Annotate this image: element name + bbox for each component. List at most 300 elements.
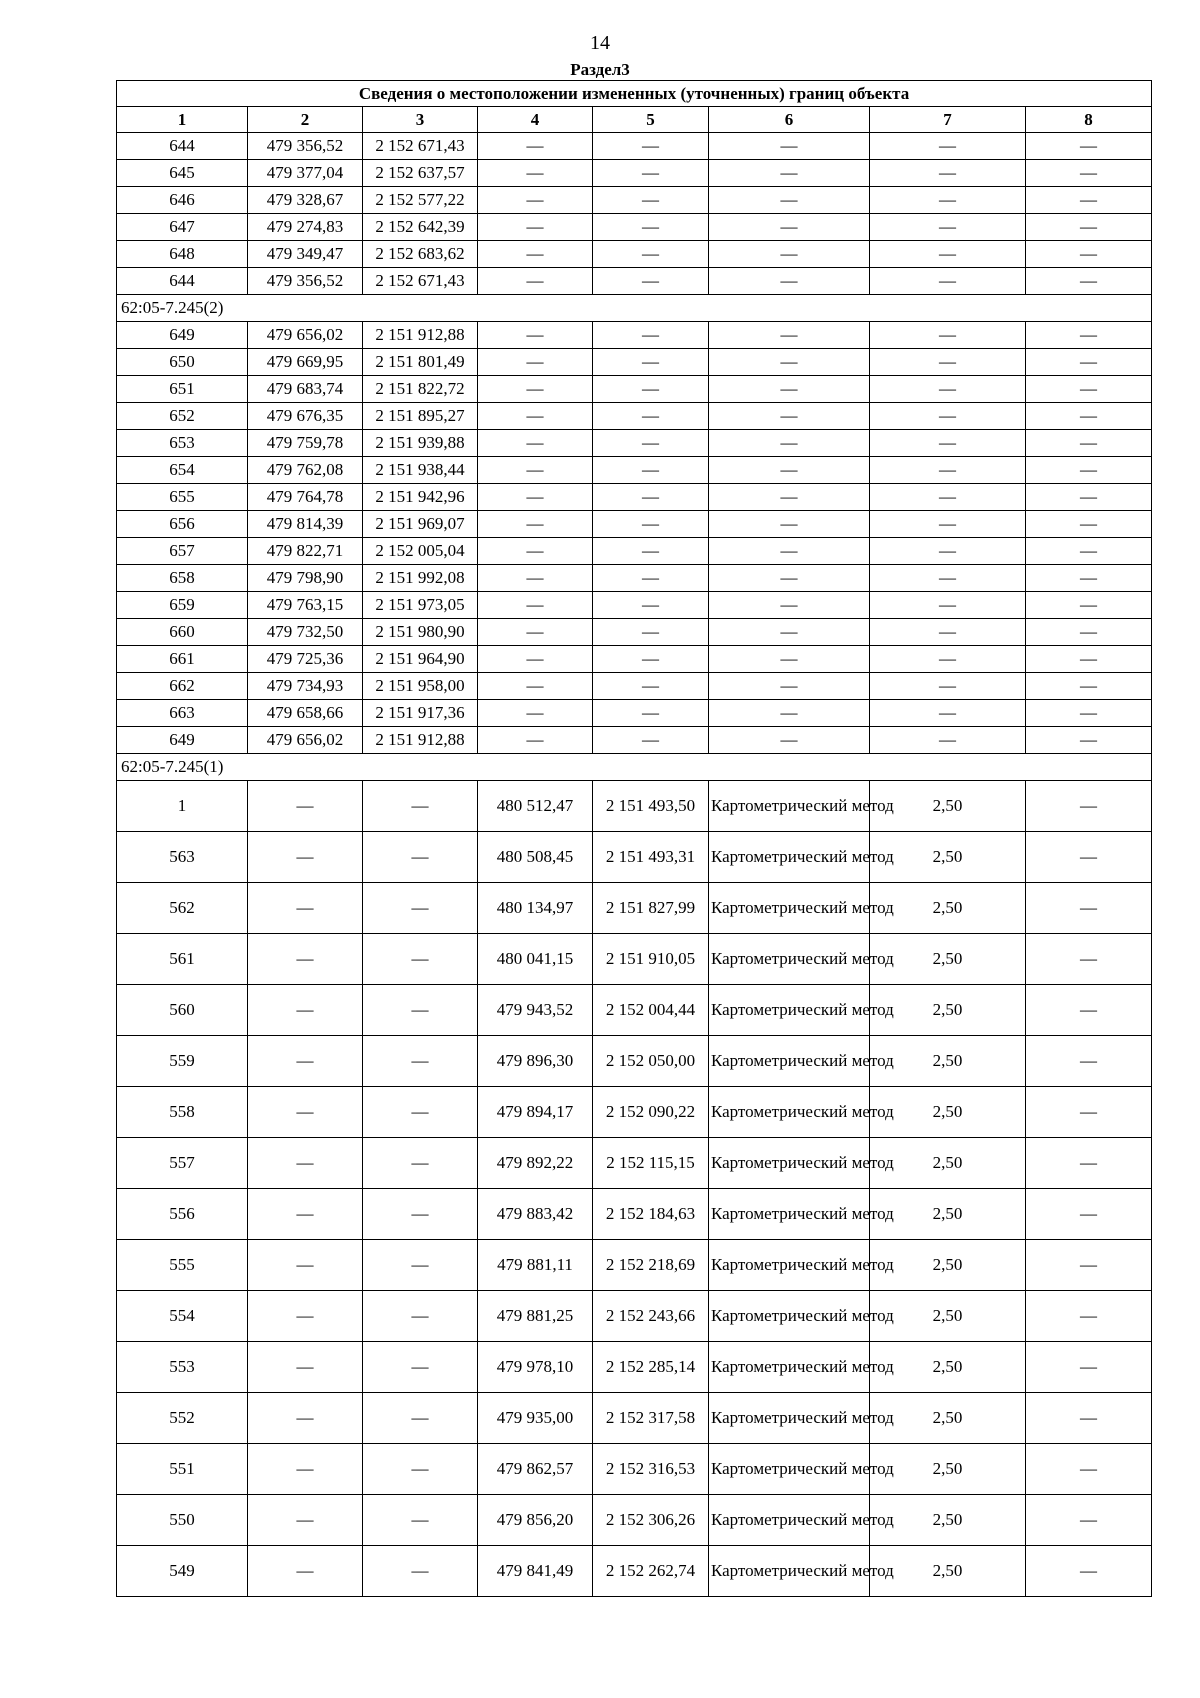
table-cell: 479 356,52	[248, 133, 363, 160]
table-cell: —	[1026, 700, 1152, 727]
table-cell: —	[1026, 883, 1152, 934]
table-cell: —	[248, 1444, 363, 1495]
table-cell: —	[363, 1138, 478, 1189]
table-cell: —	[1026, 214, 1152, 241]
table-cell: —	[870, 349, 1026, 376]
table-cell: 2,50	[870, 832, 1026, 883]
table-cell: 2 151 969,07	[363, 511, 478, 538]
table-cell: —	[478, 214, 593, 241]
table-cell: 479 656,02	[248, 322, 363, 349]
table-cell: —	[709, 241, 870, 268]
table-cell: Картометрический метод	[709, 1495, 870, 1546]
table-cell: —	[1026, 349, 1152, 376]
table-cell: —	[709, 160, 870, 187]
table-cell: —	[593, 565, 709, 592]
table-cell: 653	[117, 430, 248, 457]
table-cell: —	[248, 1546, 363, 1597]
table-cell: 2,50	[870, 1546, 1026, 1597]
table-cell: —	[709, 727, 870, 754]
table-cell: —	[1026, 1189, 1152, 1240]
table-cell: —	[1026, 1546, 1152, 1597]
group-label-row	[117, 295, 1152, 322]
table-cell: —	[870, 160, 1026, 187]
table-cell: Картометрический метод	[709, 1138, 870, 1189]
table-cell: —	[478, 160, 593, 187]
table-cell: Картометрический метод	[709, 781, 870, 832]
table-cell: 646	[117, 187, 248, 214]
table-cell: —	[248, 1342, 363, 1393]
table-cell: 479 892,22	[478, 1138, 593, 1189]
table-cell: —	[248, 1036, 363, 1087]
table-cell: —	[478, 700, 593, 727]
table-cell: —	[593, 376, 709, 403]
column-header-row	[117, 107, 1152, 133]
table-cell: —	[1026, 646, 1152, 673]
table-cell: 650	[117, 349, 248, 376]
table-cell: —	[593, 673, 709, 700]
table-cell: 2 152 577,22	[363, 187, 478, 214]
table-cell: —	[709, 133, 870, 160]
table-cell: Картометрический метод	[709, 1444, 870, 1495]
table-cell: —	[709, 592, 870, 619]
table-cell: —	[870, 430, 1026, 457]
table-cell: 654	[117, 457, 248, 484]
table-cell: 662	[117, 673, 248, 700]
table-row	[117, 832, 1152, 883]
table-cell: —	[593, 268, 709, 295]
table-cell: —	[478, 349, 593, 376]
table-row	[117, 1342, 1152, 1393]
table-cell: —	[1026, 133, 1152, 160]
table-cell: 479 841,49	[478, 1546, 593, 1597]
table-cell: 2 151 973,05	[363, 592, 478, 619]
column-header: 4	[478, 107, 593, 133]
table-row	[117, 430, 1152, 457]
table-cell: 479 814,39	[248, 511, 363, 538]
table-cell: 2,50	[870, 1444, 1026, 1495]
table-cell: 479 856,20	[478, 1495, 593, 1546]
table-cell: Картометрический метод	[709, 1087, 870, 1138]
table-cell: 2,50	[870, 1393, 1026, 1444]
table-cell: 2 151 938,44	[363, 457, 478, 484]
table-cell: —	[1026, 832, 1152, 883]
table-cell: 2 152 671,43	[363, 133, 478, 160]
table-cell: 2,50	[870, 1138, 1026, 1189]
table-row	[117, 160, 1152, 187]
table-cell: —	[363, 1393, 478, 1444]
table-cell: 2 152 243,66	[593, 1291, 709, 1342]
table-row	[117, 133, 1152, 160]
table-cell: 479 883,42	[478, 1189, 593, 1240]
table-cell: —	[478, 268, 593, 295]
table-cell: —	[363, 1342, 478, 1393]
table-cell: 479 725,36	[248, 646, 363, 673]
table-cell: —	[709, 322, 870, 349]
table-cell: 648	[117, 241, 248, 268]
table-cell: 2 151 910,05	[593, 934, 709, 985]
table-row	[117, 1036, 1152, 1087]
table-cell: —	[709, 646, 870, 673]
table-cell: 557	[117, 1138, 248, 1189]
table-cell: 2 151 822,72	[363, 376, 478, 403]
table-cell: —	[870, 511, 1026, 538]
table-cell: —	[1026, 1240, 1152, 1291]
table-cell: 657	[117, 538, 248, 565]
table-cell: —	[593, 700, 709, 727]
table-cell: —	[593, 457, 709, 484]
table-cell: 649	[117, 322, 248, 349]
table-cell: 2 152 642,39	[363, 214, 478, 241]
table-cell: —	[870, 322, 1026, 349]
table-cell: —	[248, 883, 363, 934]
table-cell: —	[593, 214, 709, 241]
table-cell: —	[363, 781, 478, 832]
table-cell: —	[870, 700, 1026, 727]
table-cell: —	[593, 322, 709, 349]
table-cell: —	[248, 1087, 363, 1138]
table-title-row	[117, 81, 1152, 107]
table-cell: 2,50	[870, 934, 1026, 985]
table-row	[117, 1087, 1152, 1138]
table-cell: —	[1026, 403, 1152, 430]
table-cell: —	[478, 727, 593, 754]
table-cell: —	[363, 934, 478, 985]
table-cell: —	[593, 133, 709, 160]
table-cell: —	[363, 883, 478, 934]
table-cell: —	[870, 187, 1026, 214]
table-row	[117, 883, 1152, 934]
table-cell: 661	[117, 646, 248, 673]
table-cell: 479 274,83	[248, 214, 363, 241]
table-cell: 479 978,10	[478, 1342, 593, 1393]
table-cell: —	[478, 187, 593, 214]
table-row	[117, 1291, 1152, 1342]
table-cell: —	[1026, 985, 1152, 1036]
table-row	[117, 592, 1152, 619]
table-row	[117, 1495, 1152, 1546]
table-cell: 479 763,15	[248, 592, 363, 619]
table-row	[117, 727, 1152, 754]
table-cell: 2,50	[870, 1291, 1026, 1342]
table-cell: —	[709, 457, 870, 484]
table-cell: 644	[117, 268, 248, 295]
table-row	[117, 1138, 1152, 1189]
table-cell: 659	[117, 592, 248, 619]
table-cell: 479 356,52	[248, 268, 363, 295]
table-cell: —	[709, 187, 870, 214]
table-cell: Картометрический метод	[709, 883, 870, 934]
table-cell: 2,50	[870, 1495, 1026, 1546]
table-cell: 479 822,71	[248, 538, 363, 565]
table-cell: Картометрический метод	[709, 1393, 870, 1444]
table-cell: —	[870, 727, 1026, 754]
table-cell: 2 152 316,53	[593, 1444, 709, 1495]
table-cell: —	[478, 133, 593, 160]
table-cell: —	[1026, 1036, 1152, 1087]
table-cell: —	[870, 538, 1026, 565]
table-cell: —	[1026, 1495, 1152, 1546]
table-row	[117, 700, 1152, 727]
table-cell: —	[1026, 484, 1152, 511]
table-row	[117, 565, 1152, 592]
table-cell: 479 732,50	[248, 619, 363, 646]
table-row	[117, 1546, 1152, 1597]
table-cell: 479 328,67	[248, 187, 363, 214]
table-cell: —	[870, 619, 1026, 646]
column-header: 1	[117, 107, 248, 133]
table-cell: —	[1026, 457, 1152, 484]
table-cell: 479 943,52	[478, 985, 593, 1036]
table-cell: 479 935,00	[478, 1393, 593, 1444]
table-cell: 2 151 493,50	[593, 781, 709, 832]
table-cell: —	[1026, 187, 1152, 214]
table-cell: —	[1026, 1138, 1152, 1189]
table-cell: 552	[117, 1393, 248, 1444]
table-cell: Картометрический метод	[709, 1189, 870, 1240]
table-cell: 2 151 939,88	[363, 430, 478, 457]
table-cell: —	[248, 781, 363, 832]
table-cell: —	[870, 592, 1026, 619]
table-cell: 2 151 827,99	[593, 883, 709, 934]
column-header: 8	[1026, 107, 1152, 133]
table-cell: —	[478, 592, 593, 619]
table-cell: 479 862,57	[478, 1444, 593, 1495]
table-cell: 479 764,78	[248, 484, 363, 511]
table-cell: —	[478, 511, 593, 538]
table-cell: 554	[117, 1291, 248, 1342]
table-cell: —	[709, 214, 870, 241]
table-cell: —	[1026, 511, 1152, 538]
table-cell: —	[593, 511, 709, 538]
table-cell: 2,50	[870, 781, 1026, 832]
table-cell: —	[709, 565, 870, 592]
table-cell: —	[1026, 376, 1152, 403]
table-cell: —	[1026, 1444, 1152, 1495]
table-cell: 2 152 262,74	[593, 1546, 709, 1597]
table-row	[117, 511, 1152, 538]
table-row	[117, 619, 1152, 646]
table-cell: —	[870, 484, 1026, 511]
table-cell: —	[363, 1495, 478, 1546]
table-cell: Картометрический метод	[709, 1342, 870, 1393]
table-cell: —	[709, 349, 870, 376]
table-cell: —	[870, 457, 1026, 484]
table-row	[117, 673, 1152, 700]
table-cell: —	[870, 646, 1026, 673]
table-row	[117, 349, 1152, 376]
table-cell: —	[709, 673, 870, 700]
table-cell: 556	[117, 1189, 248, 1240]
table-cell: 480 512,47	[478, 781, 593, 832]
table-cell: 2 152 306,26	[593, 1495, 709, 1546]
table-cell: —	[1026, 1342, 1152, 1393]
table-cell: —	[870, 241, 1026, 268]
table-title: Сведения о местоположении измененных (уточненных) границ объекта	[117, 81, 1152, 107]
table-cell: 2 151 493,31	[593, 832, 709, 883]
table-cell: —	[870, 565, 1026, 592]
table-cell: —	[870, 403, 1026, 430]
table-cell: 2 152 671,43	[363, 268, 478, 295]
table-cell: —	[593, 349, 709, 376]
table-cell: 2 152 285,14	[593, 1342, 709, 1393]
table-cell: 649	[117, 727, 248, 754]
table-cell: Картометрический метод	[709, 832, 870, 883]
table-cell: —	[1026, 565, 1152, 592]
table-cell: 479 676,35	[248, 403, 363, 430]
table-cell: 2,50	[870, 1189, 1026, 1240]
table-cell: 2,50	[870, 1036, 1026, 1087]
table-cell: —	[1026, 727, 1152, 754]
group-label: 62:05-7.245(2)	[117, 295, 1152, 322]
table-cell: —	[593, 403, 709, 430]
table-cell: —	[870, 133, 1026, 160]
table-cell: 663	[117, 700, 248, 727]
table-cell: —	[593, 160, 709, 187]
table-cell: —	[593, 187, 709, 214]
table-cell: 480 134,97	[478, 883, 593, 934]
table-cell: —	[478, 538, 593, 565]
table-cell: —	[870, 268, 1026, 295]
table-row	[117, 484, 1152, 511]
table-cell: 2 151 980,90	[363, 619, 478, 646]
table-cell: 479 894,17	[478, 1087, 593, 1138]
table-cell: —	[1026, 781, 1152, 832]
table-cell: 644	[117, 133, 248, 160]
table-cell: 2 152 683,62	[363, 241, 478, 268]
table-cell: 2 151 917,36	[363, 700, 478, 727]
table-cell: 2 152 218,69	[593, 1240, 709, 1291]
table-cell: 480 041,15	[478, 934, 593, 985]
table-row	[117, 985, 1152, 1036]
table-row	[117, 538, 1152, 565]
table-row	[117, 1240, 1152, 1291]
table-cell: Картометрический метод	[709, 1240, 870, 1291]
table-cell: —	[363, 1189, 478, 1240]
table-cell: —	[478, 376, 593, 403]
table-cell: —	[1026, 592, 1152, 619]
group-label-row	[117, 754, 1152, 781]
table-cell: 647	[117, 214, 248, 241]
table-cell: —	[709, 376, 870, 403]
table-cell: —	[1026, 934, 1152, 985]
table-cell: Картометрический метод	[709, 1291, 870, 1342]
table-cell: —	[478, 646, 593, 673]
table-cell: 479 349,47	[248, 241, 363, 268]
table-cell: 560	[117, 985, 248, 1036]
table-cell: —	[1026, 673, 1152, 700]
table-cell: —	[1026, 619, 1152, 646]
table-cell: —	[709, 511, 870, 538]
table-row	[117, 376, 1152, 403]
table-cell: —	[870, 214, 1026, 241]
table-cell: 558	[117, 1087, 248, 1138]
table-cell: —	[1026, 241, 1152, 268]
table-cell: 2 152 184,63	[593, 1189, 709, 1240]
table-cell: —	[248, 1138, 363, 1189]
table-cell: —	[478, 430, 593, 457]
table-cell: 550	[117, 1495, 248, 1546]
table-cell: Картометрический метод	[709, 985, 870, 1036]
table-cell: —	[1026, 538, 1152, 565]
table-cell: 2 152 050,00	[593, 1036, 709, 1087]
table-cell: —	[363, 1444, 478, 1495]
table-cell: 2 151 964,90	[363, 646, 478, 673]
table-cell: 2 151 912,88	[363, 727, 478, 754]
table-cell: —	[248, 1240, 363, 1291]
table-cell: —	[363, 985, 478, 1036]
table-cell: —	[478, 457, 593, 484]
table-cell: 651	[117, 376, 248, 403]
table-cell: 2,50	[870, 1240, 1026, 1291]
column-header: 6	[709, 107, 870, 133]
table-cell: 2 152 317,58	[593, 1393, 709, 1444]
table-cell: —	[593, 592, 709, 619]
table-cell: —	[593, 241, 709, 268]
table-cell: Картометрический метод	[709, 934, 870, 985]
table-cell: 2 152 004,44	[593, 985, 709, 1036]
column-header: 5	[593, 107, 709, 133]
table-cell: 479 734,93	[248, 673, 363, 700]
table-row	[117, 934, 1152, 985]
page-number: 14	[590, 32, 610, 54]
table-cell: —	[478, 619, 593, 646]
table-cell: 479 669,95	[248, 349, 363, 376]
table-cell: 2,50	[870, 883, 1026, 934]
table-cell: 561	[117, 934, 248, 985]
table-cell: —	[1026, 1393, 1152, 1444]
table-cell: —	[363, 1240, 478, 1291]
table-cell: 479 759,78	[248, 430, 363, 457]
table-row	[117, 268, 1152, 295]
table-cell: —	[870, 376, 1026, 403]
table-cell: —	[709, 619, 870, 646]
table-cell: 656	[117, 511, 248, 538]
table-cell: 2 151 992,08	[363, 565, 478, 592]
table-cell: 553	[117, 1342, 248, 1393]
table-cell: —	[248, 1291, 363, 1342]
column-header: 2	[248, 107, 363, 133]
table-row	[117, 187, 1152, 214]
table-cell: 2 151 958,00	[363, 673, 478, 700]
table-cell: —	[478, 673, 593, 700]
table-cell: 2 151 912,88	[363, 322, 478, 349]
table-row	[117, 322, 1152, 349]
table-cell: 480 508,45	[478, 832, 593, 883]
table-cell: —	[363, 832, 478, 883]
table-row	[117, 241, 1152, 268]
table-cell: 479 656,02	[248, 727, 363, 754]
table-row	[117, 403, 1152, 430]
table-cell: 2 152 005,04	[363, 538, 478, 565]
table-cell: 2,50	[870, 1342, 1026, 1393]
table-cell: —	[709, 484, 870, 511]
table-cell: —	[478, 241, 593, 268]
table-cell: 2 152 090,22	[593, 1087, 709, 1138]
table-cell: —	[709, 403, 870, 430]
table-cell: 655	[117, 484, 248, 511]
boundary-coordinates-table	[116, 80, 1152, 1597]
table-cell: —	[363, 1291, 478, 1342]
table-cell: —	[593, 538, 709, 565]
table-cell: —	[1026, 1291, 1152, 1342]
table-cell: 645	[117, 160, 248, 187]
table-row	[117, 214, 1152, 241]
table-cell: —	[248, 1189, 363, 1240]
table-cell: 660	[117, 619, 248, 646]
table-cell: —	[709, 430, 870, 457]
table-cell: —	[1026, 268, 1152, 295]
table-cell: —	[709, 700, 870, 727]
